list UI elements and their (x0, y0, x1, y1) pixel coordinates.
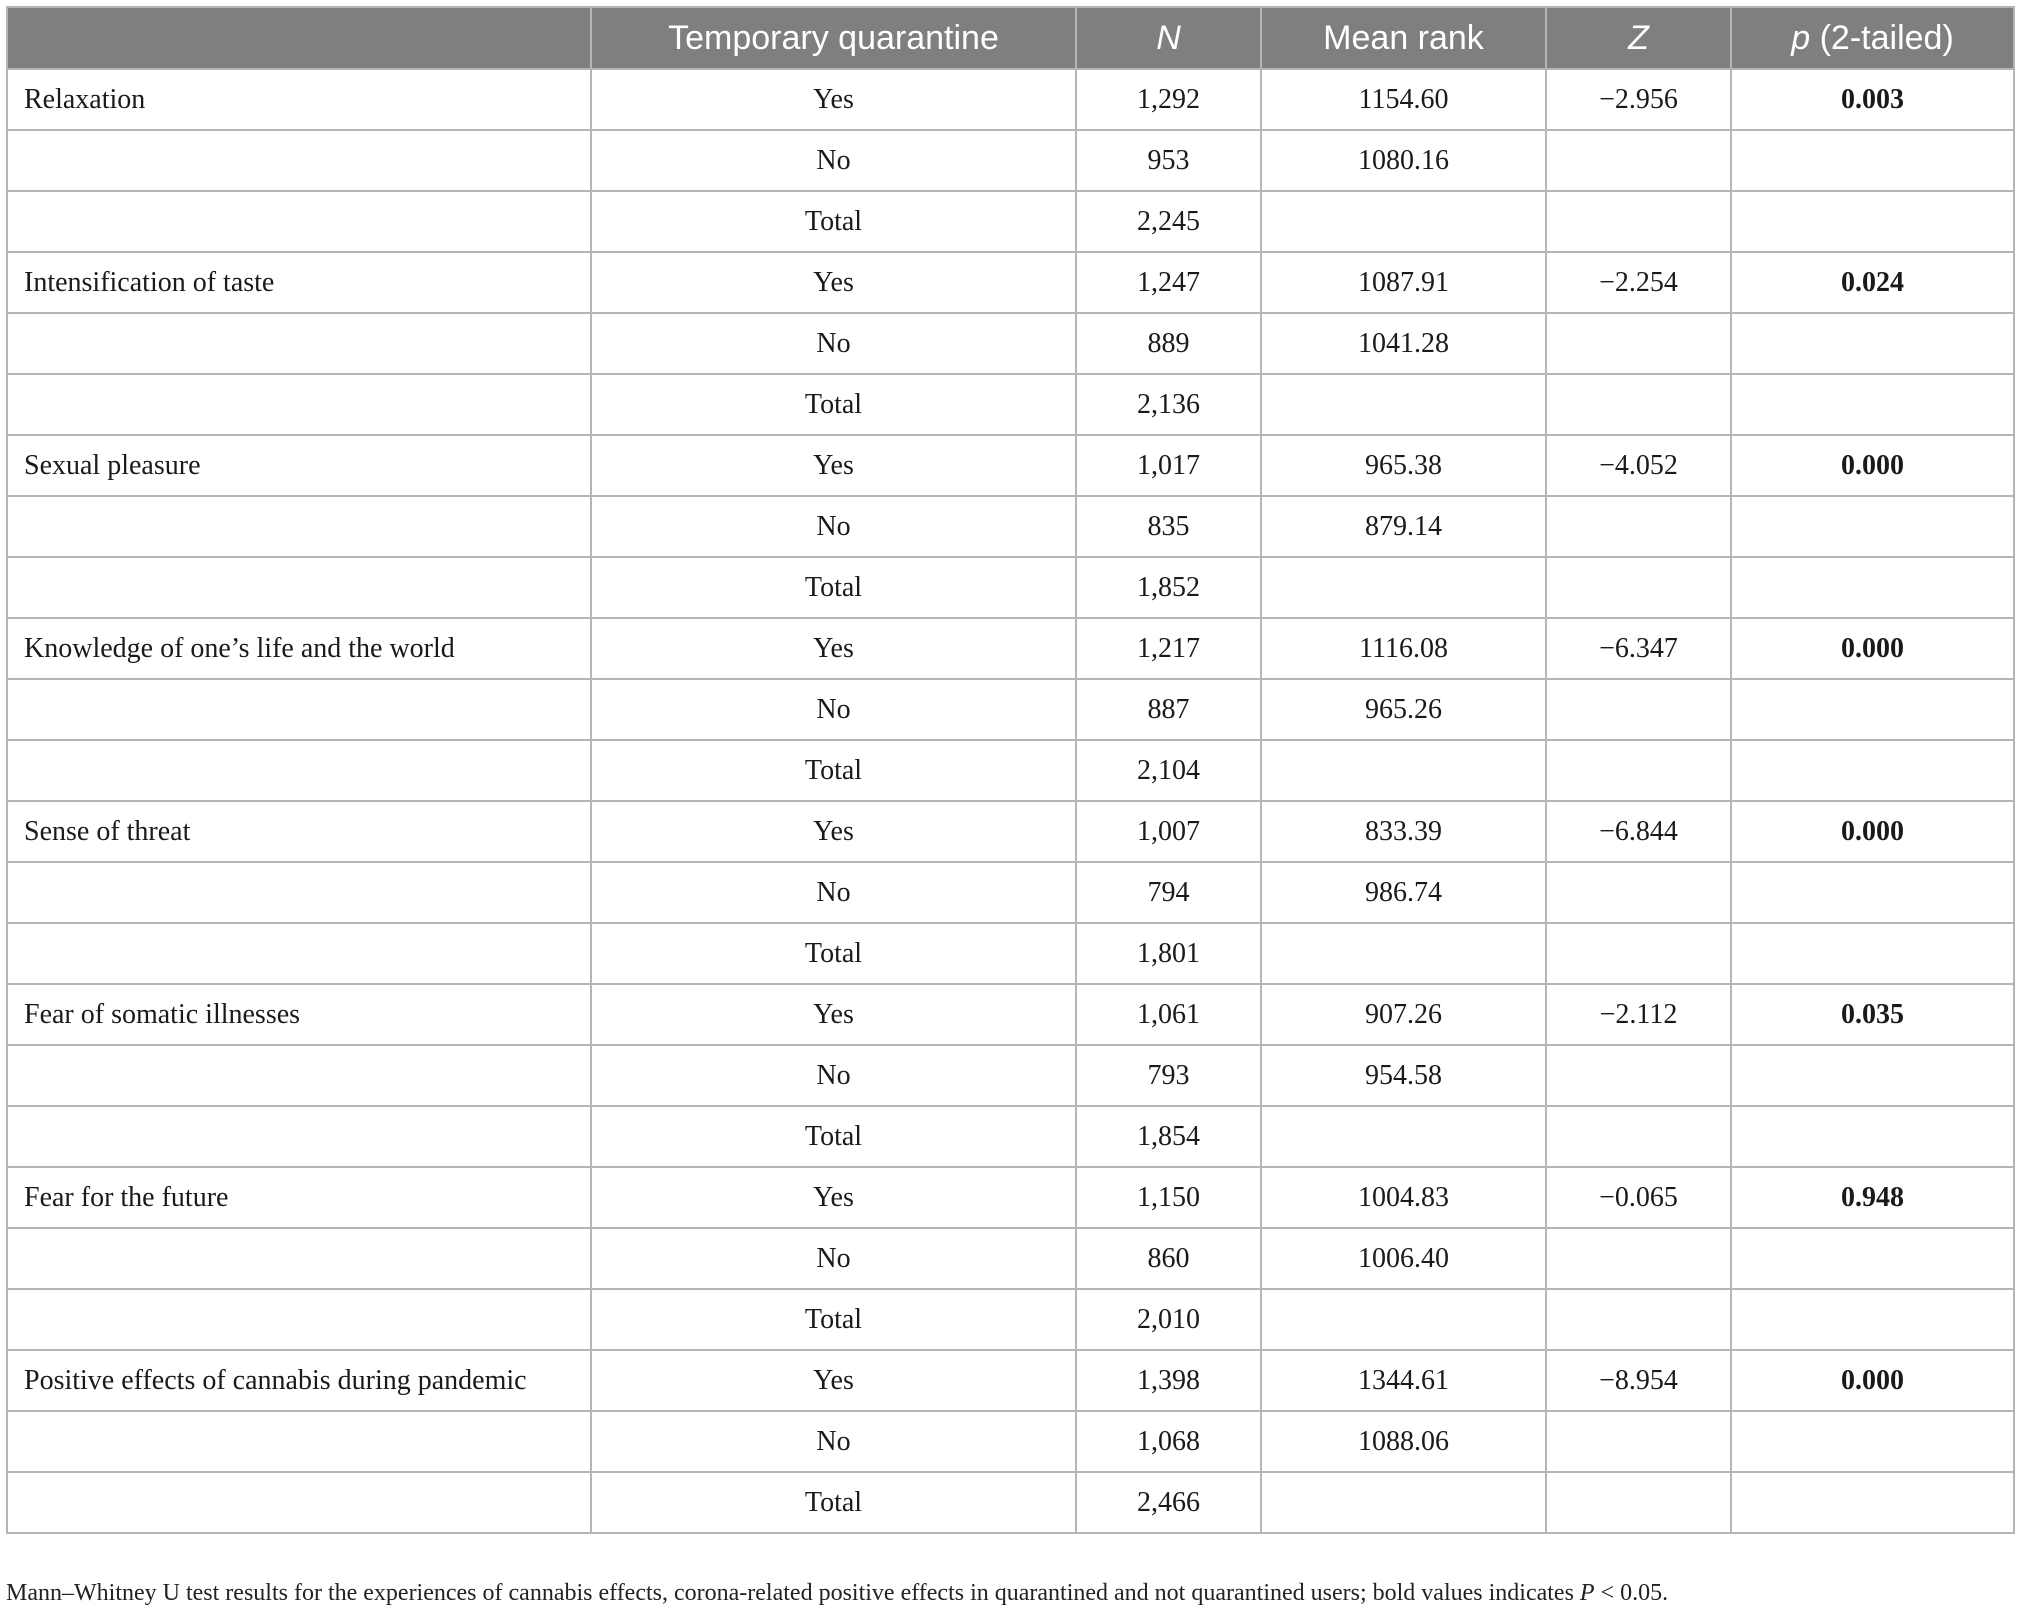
z-value: −2.112 (1546, 984, 1731, 1045)
p-value: 0.000 (1731, 1350, 2014, 1411)
n-total: 2,466 (1076, 1472, 1261, 1533)
mean-rank-yes: 907.26 (1261, 984, 1546, 1045)
header-p-2-tailed (1731, 7, 2014, 69)
group-no: No (591, 496, 1076, 557)
empty-cell (1546, 313, 1731, 374)
table-row (7, 1106, 2014, 1167)
n-yes: 1,061 (1076, 984, 1261, 1045)
table-row (7, 130, 2014, 191)
empty-cell (1731, 1411, 2014, 1472)
empty-cell (1731, 313, 2014, 374)
n-no: 889 (1076, 313, 1261, 374)
z-value: −8.954 (1546, 1350, 1731, 1411)
table-row (7, 923, 2014, 984)
empty-cell (1731, 130, 2014, 191)
n-total: 1,854 (1076, 1106, 1261, 1167)
caption-threshold: < 0.05. (1594, 1580, 1669, 1606)
group-yes: Yes (591, 1350, 1076, 1411)
mean-rank-no: 1080.16 (1261, 130, 1546, 191)
outcome-label: Positive effects of cannabis during pandemic (7, 1350, 591, 1411)
group-no: No (591, 862, 1076, 923)
empty-cell (1546, 191, 1731, 252)
empty-cell (1546, 557, 1731, 618)
n-total: 2,104 (1076, 740, 1261, 801)
empty-cell (7, 1289, 591, 1350)
empty-cell (7, 496, 591, 557)
empty-cell (7, 1106, 591, 1167)
p-value: 0.000 (1731, 801, 2014, 862)
empty-cell (7, 1472, 591, 1533)
header-n: N (1076, 7, 1261, 69)
empty-cell (1731, 862, 2014, 923)
n-no: 887 (1076, 679, 1261, 740)
outcome-label: Fear of somatic illnesses (7, 984, 591, 1045)
table-caption (6, 1580, 1668, 1607)
group-yes: Yes (591, 1167, 1076, 1228)
group-no: No (591, 130, 1076, 191)
z-value: −4.052 (1546, 435, 1731, 496)
n-yes: 1,292 (1076, 69, 1261, 130)
header-p-rest: (2-tailed) (1810, 18, 1954, 57)
group-total: Total (591, 374, 1076, 435)
empty-cell (1546, 679, 1731, 740)
table-row (7, 435, 2014, 496)
table-row (7, 862, 2014, 923)
table-row (7, 740, 2014, 801)
n-total: 1,852 (1076, 557, 1261, 618)
empty-cell (1546, 1411, 1731, 1472)
empty-cell (7, 374, 591, 435)
outcome-label: Sense of threat (7, 801, 591, 862)
header-p-letter: p (1791, 18, 1811, 57)
caption-p-symbol: P (1579, 1580, 1595, 1606)
n-no: 953 (1076, 130, 1261, 191)
empty-cell (1731, 496, 2014, 557)
table-row (7, 1228, 2014, 1289)
n-yes: 1,217 (1076, 618, 1261, 679)
z-value: −2.254 (1546, 252, 1731, 313)
n-total: 2,245 (1076, 191, 1261, 252)
mean-rank-yes: 1004.83 (1261, 1167, 1546, 1228)
mean-rank-yes: 833.39 (1261, 801, 1546, 862)
empty-cell (7, 313, 591, 374)
table-row (7, 191, 2014, 252)
n-total: 2,136 (1076, 374, 1261, 435)
z-value: −6.347 (1546, 618, 1731, 679)
empty-cell (7, 557, 591, 618)
n-no: 860 (1076, 1228, 1261, 1289)
header-z: Z (1546, 7, 1731, 69)
mean-rank-yes: 1344.61 (1261, 1350, 1546, 1411)
table-row (7, 618, 2014, 679)
table-row (7, 496, 2014, 557)
outcome-label: Fear for the future (7, 1167, 591, 1228)
mean-rank-no: 879.14 (1261, 496, 1546, 557)
z-value: −2.956 (1546, 69, 1731, 130)
outcome-label: Knowledge of one’s life and the world (7, 618, 591, 679)
header-temporary-quarantine: Temporary quarantine (591, 7, 1076, 69)
empty-cell (1731, 374, 2014, 435)
table-row (7, 1045, 2014, 1106)
group-total: Total (591, 191, 1076, 252)
n-yes: 1,247 (1076, 252, 1261, 313)
empty-cell (1546, 740, 1731, 801)
empty-cell (1731, 557, 2014, 618)
empty-cell (1546, 1045, 1731, 1106)
group-total: Total (591, 1289, 1076, 1350)
empty-cell (1261, 1289, 1546, 1350)
mean-rank-yes: 965.38 (1261, 435, 1546, 496)
table-row (7, 1472, 2014, 1533)
empty-cell (1731, 1472, 2014, 1533)
group-total: Total (591, 557, 1076, 618)
empty-cell (1731, 191, 2014, 252)
empty-cell (1731, 1106, 2014, 1167)
mean-rank-no: 1041.28 (1261, 313, 1546, 374)
table-row (7, 1411, 2014, 1472)
empty-cell (7, 740, 591, 801)
empty-cell (1546, 1106, 1731, 1167)
table-row (7, 1350, 2014, 1411)
mean-rank-no: 954.58 (1261, 1045, 1546, 1106)
mean-rank-no: 986.74 (1261, 862, 1546, 923)
results-table (6, 6, 2015, 1534)
table-row (7, 69, 2014, 130)
table-row (7, 679, 2014, 740)
table-row (7, 1289, 2014, 1350)
group-yes: Yes (591, 618, 1076, 679)
group-no: No (591, 1228, 1076, 1289)
group-yes: Yes (591, 801, 1076, 862)
empty-cell (1261, 923, 1546, 984)
table-row (7, 313, 2014, 374)
group-yes: Yes (591, 984, 1076, 1045)
empty-cell (7, 862, 591, 923)
group-yes: Yes (591, 252, 1076, 313)
outcome-label: Intensification of taste (7, 252, 591, 313)
group-total: Total (591, 1106, 1076, 1167)
p-value: 0.024 (1731, 252, 2014, 313)
n-yes: 1,398 (1076, 1350, 1261, 1411)
n-yes: 1,150 (1076, 1167, 1261, 1228)
empty-cell (1546, 496, 1731, 557)
mean-rank-no: 1006.40 (1261, 1228, 1546, 1289)
group-total: Total (591, 1472, 1076, 1533)
header-mean-rank: Mean rank (1261, 7, 1546, 69)
group-yes: Yes (591, 69, 1076, 130)
n-no: 1,068 (1076, 1411, 1261, 1472)
outcome-label: Sexual pleasure (7, 435, 591, 496)
empty-cell (7, 191, 591, 252)
empty-cell (7, 1228, 591, 1289)
header-outcome (7, 7, 591, 69)
empty-cell (1546, 862, 1731, 923)
z-value: −0.065 (1546, 1167, 1731, 1228)
empty-cell (1261, 1472, 1546, 1533)
empty-cell (1261, 191, 1546, 252)
empty-cell (1546, 1289, 1731, 1350)
table-row (7, 252, 2014, 313)
n-no: 835 (1076, 496, 1261, 557)
empty-cell (7, 679, 591, 740)
group-yes: Yes (591, 435, 1076, 496)
p-value: 0.003 (1731, 69, 2014, 130)
empty-cell (1261, 1106, 1546, 1167)
empty-cell (7, 1045, 591, 1106)
empty-cell (1261, 374, 1546, 435)
n-yes: 1,007 (1076, 801, 1261, 862)
z-value: −6.844 (1546, 801, 1731, 862)
group-total: Total (591, 740, 1076, 801)
group-no: No (591, 1411, 1076, 1472)
empty-cell (1731, 1289, 2014, 1350)
empty-cell (7, 130, 591, 191)
empty-cell (1546, 130, 1731, 191)
table-body (7, 69, 2014, 1533)
table-row (7, 374, 2014, 435)
empty-cell (1546, 1472, 1731, 1533)
empty-cell (7, 923, 591, 984)
n-yes: 1,017 (1076, 435, 1261, 496)
p-value: 0.000 (1731, 435, 2014, 496)
n-no: 793 (1076, 1045, 1261, 1106)
table-row (7, 557, 2014, 618)
group-total: Total (591, 923, 1076, 984)
empty-cell (1731, 679, 2014, 740)
empty-cell (7, 1411, 591, 1472)
caption-text: Mann–Whitney U test results for the experiences of cannabis effects, corona-related positive effects in quarantined and not quarantined users; bold values indicates (6, 1580, 1580, 1606)
mean-rank-yes: 1154.60 (1261, 69, 1546, 130)
empty-cell (1731, 923, 2014, 984)
empty-cell (1731, 1228, 2014, 1289)
group-no: No (591, 1045, 1076, 1106)
header-row (7, 7, 2014, 69)
mean-rank-yes: 1116.08 (1261, 618, 1546, 679)
mean-rank-no: 1088.06 (1261, 1411, 1546, 1472)
n-total: 2,010 (1076, 1289, 1261, 1350)
empty-cell (1546, 1228, 1731, 1289)
empty-cell (1261, 740, 1546, 801)
empty-cell (1261, 557, 1546, 618)
group-no: No (591, 679, 1076, 740)
mean-rank-no: 965.26 (1261, 679, 1546, 740)
p-value: 0.035 (1731, 984, 2014, 1045)
p-value: 0.948 (1731, 1167, 2014, 1228)
empty-cell (1731, 1045, 2014, 1106)
outcome-label: Relaxation (7, 69, 591, 130)
mean-rank-yes: 1087.91 (1261, 252, 1546, 313)
p-value: 0.000 (1731, 618, 2014, 679)
table-row (7, 1167, 2014, 1228)
table-row (7, 984, 2014, 1045)
n-no: 794 (1076, 862, 1261, 923)
empty-cell (1546, 923, 1731, 984)
group-no: No (591, 313, 1076, 374)
empty-cell (1731, 740, 2014, 801)
n-total: 1,801 (1076, 923, 1261, 984)
table-row (7, 801, 2014, 862)
empty-cell (1546, 374, 1731, 435)
